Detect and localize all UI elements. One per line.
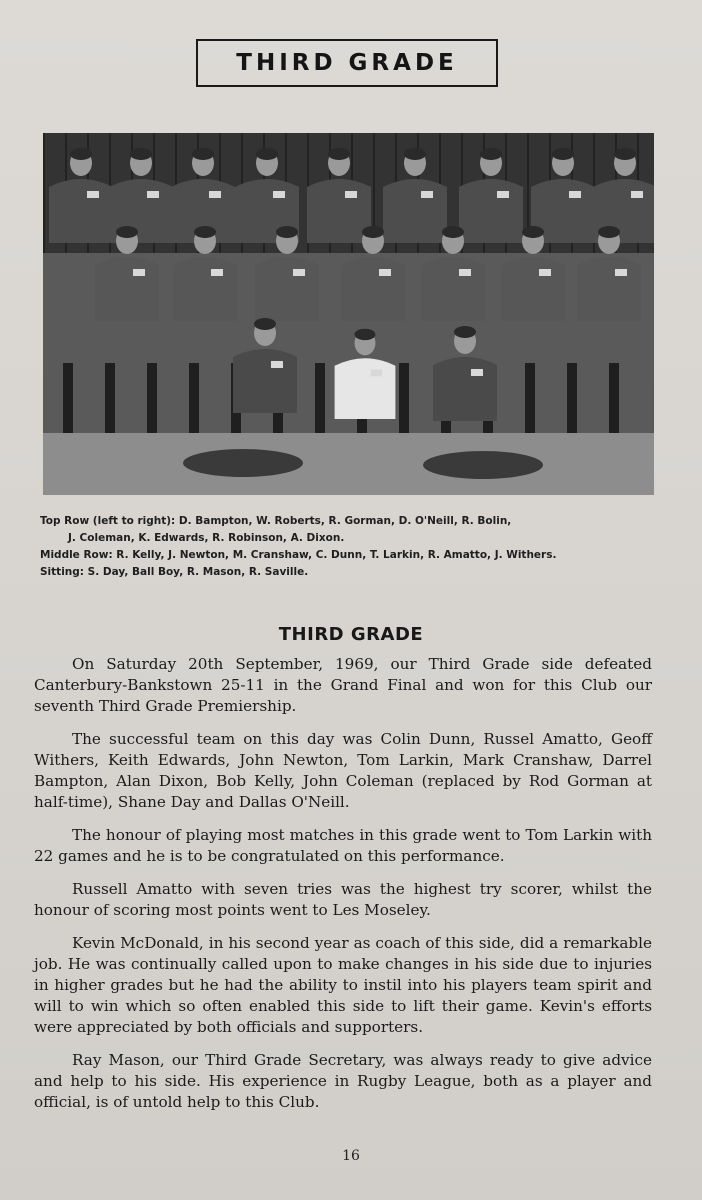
article-heading: THIRD GRADE (278, 624, 424, 645)
title-box (196, 39, 498, 87)
caption-top-row: Top Row (left to right): D. Bampton, W. Roberts, R. Gorman, D. O'Neill, R. Bolin, (40, 515, 512, 527)
team-photo (43, 133, 654, 495)
paragraph: Russell Amatto with seven tries was the highest try scorer, whilst the honour of scoring most points went to Les Moseley. (34, 880, 652, 919)
team-photo-illustration (43, 133, 654, 495)
page-number: 16 (342, 1148, 360, 1164)
photo-caption (40, 513, 658, 581)
paragraph: Kevin McDonald, in his second year as coach of this side, did a remarkable job. He was continually called upon to make changes in his side due to injuries in higher grades but he had the ability to instil into his players team spirit and will to win which so often enabled this side to lift their game. Kevin's efforts were appreciated by both officials and supporters. (34, 934, 652, 1036)
caption-middle-row: Middle Row: R. Kelly, J. Newton, M. Cranshaw, C. Dunn, T. Larkin, R. Amatto, J. Withers. (40, 549, 557, 561)
paragraph: The honour of playing most matches in this grade went to Tom Larkin with 22 games and he is to be congratulated on this performance. (34, 826, 652, 865)
caption-top-row-cont: J. Coleman, K. Edwards, R. Robinson, A. Dixon. (68, 532, 345, 544)
paragraph: The successful team on this day was Colin Dunn, Russel Amatto, Geoff Withers, Keith Edwards, John Newton, Tom Larkin, Mark Cranshaw, Darrel Bampton, Alan Dixon, Bob Kelly, John Coleman (replaced by Rod Gorman at half-time), Shane Day and Dallas O'Neill. (34, 730, 652, 811)
paragraph: On Saturday 20th September, 1969, our Third Grade side defeated Canterbury-Bankstown 25-11 in the Grand Final and won for this Club our seventh Third Grade Premiership. (34, 655, 652, 715)
caption-sitting: Sitting: S. Day, Ball Boy, R. Mason, R. Saville. (40, 566, 309, 578)
article-body (34, 654, 652, 1125)
paragraph: Ray Mason, our Third Grade Secretary, was always ready to give advice and help to his side. His experience in Rugby League, both as a player and official, is of untold help to this Club. (34, 1051, 652, 1111)
page-title: THIRD GRADE (236, 50, 458, 76)
